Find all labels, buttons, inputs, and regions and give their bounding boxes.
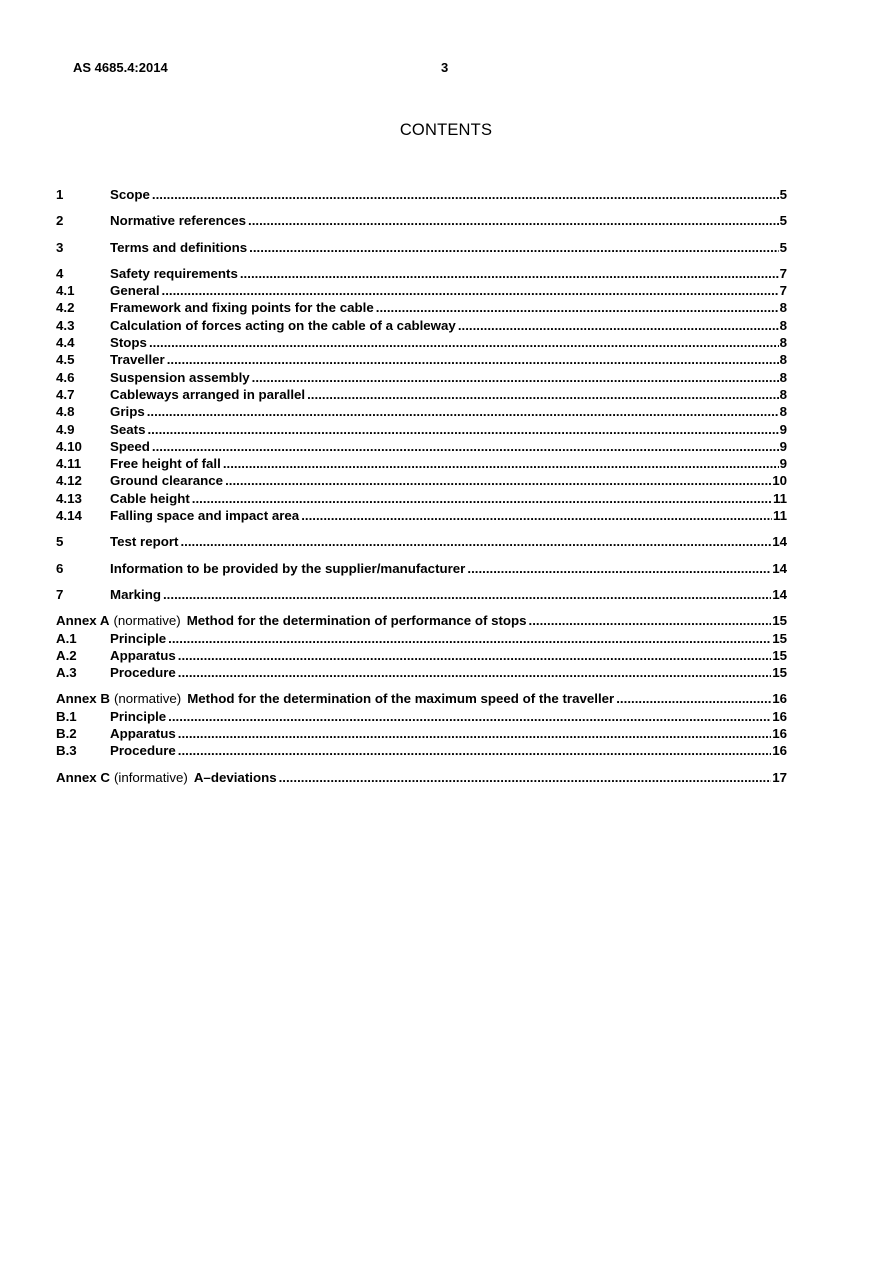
toc-entry-page: 7 — [779, 265, 787, 281]
toc-entry-number: 2 — [56, 213, 64, 229]
toc-entry[interactable] — [56, 403, 787, 420]
toc-entry-page: 16 — [772, 743, 787, 759]
toc-dot-leader — [248, 212, 779, 229]
toc-annex-type: (normative) — [113, 691, 182, 707]
toc-dot-leader — [163, 586, 771, 603]
toc-entry-number: 4 — [56, 265, 64, 281]
toc-dot-leader — [168, 708, 771, 725]
toc-entry-number: 4.7 — [56, 386, 75, 402]
toc-entry-title: Cable height — [110, 490, 190, 506]
toc-dot-leader — [252, 369, 779, 386]
toc-entry-number: 4.9 — [56, 421, 75, 437]
toc-entry[interactable] — [56, 299, 787, 316]
toc-entry-page: 17 — [772, 769, 787, 785]
toc-entry-number: 4.2 — [56, 300, 75, 316]
toc-entry-page: 15 — [772, 665, 787, 681]
toc-annex-label: Annex C — [56, 769, 110, 785]
toc-entry-title: Normative references — [110, 213, 246, 229]
toc-entry-title: Apparatus — [110, 726, 176, 742]
toc-annex-type: (informative) — [113, 769, 188, 785]
toc-entry[interactable] — [56, 472, 787, 489]
toc-entry-page: 5 — [779, 239, 787, 255]
toc-dot-leader — [529, 612, 772, 629]
toc-entry[interactable] — [56, 612, 787, 629]
toc-entry-title: Apparatus — [110, 647, 176, 663]
toc-dot-leader — [152, 438, 779, 455]
toc-entry-number: 4.14 — [56, 508, 82, 524]
table-of-contents — [56, 186, 787, 786]
toc-entry-title: Speed — [110, 438, 150, 454]
toc-entry-number: 4.12 — [56, 473, 82, 489]
toc-dot-leader — [162, 282, 779, 299]
toc-entry[interactable] — [56, 239, 787, 256]
toc-entry[interactable] — [56, 369, 787, 386]
toc-entry[interactable] — [56, 317, 787, 334]
toc-entry-title: Framework and fixing points for the cable — [110, 300, 374, 316]
toc-entry-title: Principle — [110, 708, 167, 724]
toc-entry[interactable] — [56, 351, 787, 368]
toc-entry-number: 4.6 — [56, 369, 75, 385]
toc-entry-page: 9 — [779, 421, 787, 437]
toc-entry-number: 1 — [56, 187, 64, 202]
toc-entry-title: Safety requirements — [110, 265, 238, 281]
toc-entry-page: 8 — [779, 317, 787, 333]
toc-entry-title: Calculation of forces acting on the cable of a cableway — [110, 317, 456, 333]
toc-entry-number: 4.1 — [56, 283, 75, 299]
toc-entry-number: 3 — [56, 239, 64, 255]
toc-entry-page: 8 — [779, 352, 787, 368]
toc-entry-title: Seats — [110, 421, 146, 437]
toc-entry[interactable] — [56, 664, 787, 681]
toc-entry-page: 15 — [772, 613, 787, 629]
toc-entry-number: B.1 — [56, 708, 77, 724]
toc-dot-leader — [167, 351, 779, 368]
toc-entry-number: A.1 — [56, 630, 77, 646]
toc-entry-page: 7 — [779, 283, 787, 299]
toc-entry-title: Test report — [110, 534, 179, 550]
toc-entry[interactable] — [56, 282, 787, 299]
toc-entry-page: 5 — [779, 187, 787, 202]
toc-entry-number: A.2 — [56, 647, 77, 663]
toc-dot-leader — [147, 403, 779, 420]
toc-entry-number: B.2 — [56, 726, 77, 742]
toc-entry-page: 5 — [779, 213, 787, 229]
toc-entry-page: 10 — [772, 473, 787, 489]
toc-entry-title: Marking — [110, 586, 161, 602]
toc-dot-leader — [178, 664, 771, 681]
toc-entry-number: 4.10 — [56, 438, 82, 454]
toc-entry-page: 8 — [779, 300, 787, 316]
toc-entry-title: Principle — [110, 630, 167, 646]
toc-entry-title: Terms and definitions — [110, 239, 248, 255]
toc-annex-label: Annex A — [56, 613, 110, 629]
toc-entry[interactable] — [56, 742, 787, 759]
toc-dot-leader — [225, 472, 771, 489]
toc-entry[interactable] — [56, 265, 787, 282]
toc-entry-title: Suspension assembly — [110, 369, 250, 385]
toc-entry[interactable] — [56, 490, 787, 507]
toc-entry-title: Method for the determination of performance of stops — [186, 613, 527, 629]
toc-entry-page: 9 — [779, 438, 787, 454]
toc-entry[interactable] — [56, 725, 787, 742]
toc-entry-number: 4.11 — [56, 456, 82, 472]
toc-entry-number: 4.5 — [56, 352, 75, 368]
toc-dot-leader — [178, 742, 771, 759]
toc-entry-title: Method for the determination of the maximum speed of the traveller — [187, 691, 615, 707]
toc-dot-leader — [458, 317, 779, 334]
toc-entry-page: 11 — [772, 508, 787, 524]
toc-dot-leader — [149, 334, 779, 351]
toc-entry-page: 15 — [772, 647, 787, 663]
toc-entry-number: 4.13 — [56, 490, 82, 506]
toc-entry-page: 14 — [772, 534, 787, 550]
toc-dot-leader — [192, 490, 772, 507]
toc-dot-leader — [467, 560, 771, 577]
page-number: 3 — [441, 60, 449, 75]
toc-entry-number: 4.3 — [56, 317, 75, 333]
toc-entry-title: Stops — [110, 335, 147, 351]
toc-entry-page: 16 — [772, 708, 787, 724]
toc-dot-leader — [249, 239, 778, 256]
contents-heading: CONTENTS — [399, 121, 493, 139]
toc-dot-leader — [152, 186, 779, 203]
toc-entry-page: 8 — [779, 369, 787, 385]
toc-dot-leader — [178, 725, 771, 742]
toc-entry-page: 14 — [772, 586, 787, 602]
toc-entry-page: 8 — [779, 335, 787, 351]
toc-entry-page: 16 — [772, 691, 787, 707]
toc-entry-number: 6 — [56, 560, 64, 576]
toc-entry[interactable] — [56, 455, 787, 472]
toc-entry-page: 14 — [772, 560, 787, 576]
document-id: AS 4685.4:2014 — [73, 60, 168, 75]
toc-dot-leader — [240, 265, 779, 282]
toc-dot-leader — [223, 455, 779, 472]
toc-entry-number: 4.8 — [56, 404, 75, 420]
toc-entry-title: Ground clearance — [110, 473, 224, 489]
toc-entry[interactable] — [56, 212, 787, 229]
toc-entry[interactable] — [56, 586, 787, 603]
toc-entry[interactable] — [56, 334, 787, 351]
toc-entry-title: Free height of fall — [110, 456, 221, 472]
toc-entry-number: A.3 — [56, 665, 77, 681]
toc-entry-title: Scope — [110, 187, 150, 202]
toc-entry[interactable] — [56, 647, 787, 664]
toc-entry-number: 4.4 — [56, 335, 75, 351]
toc-entry[interactable] — [56, 708, 787, 725]
toc-entry-title: Information to be provided by the supplier/manufacturer — [110, 560, 466, 576]
toc-entry-number: B.3 — [56, 743, 77, 759]
toc-dot-leader — [178, 647, 771, 664]
toc-entry[interactable] — [56, 507, 787, 524]
toc-dot-leader — [307, 386, 778, 403]
toc-entry-title: A–deviations — [193, 769, 277, 785]
toc-dot-leader — [180, 533, 771, 550]
toc-entry-page: 11 — [772, 490, 787, 506]
toc-entry[interactable] — [56, 630, 787, 647]
toc-entry[interactable] — [56, 533, 787, 550]
toc-entry-title: Grips — [110, 404, 145, 420]
toc-annex-type: (normative) — [113, 613, 181, 629]
toc-dot-leader — [168, 630, 771, 647]
toc-entry-title: Cableways arranged in parallel — [110, 386, 306, 402]
toc-entry-title: General — [110, 283, 160, 299]
toc-entry-number: 5 — [56, 534, 64, 550]
toc-entry-page: 15 — [772, 630, 787, 646]
toc-entry-page: 8 — [779, 404, 787, 420]
toc-dot-leader — [376, 299, 779, 316]
toc-entry-page: 8 — [779, 386, 787, 402]
toc-dot-leader — [147, 421, 778, 438]
toc-dot-leader — [616, 690, 771, 707]
toc-entry[interactable] — [56, 186, 787, 203]
toc-entry[interactable] — [56, 386, 787, 403]
toc-entry[interactable] — [56, 769, 787, 786]
toc-entry-title: Procedure — [110, 665, 176, 681]
toc-annex-label: Annex B — [56, 691, 110, 707]
toc-entry-number: 7 — [56, 586, 64, 602]
toc-entry-title: Procedure — [110, 743, 176, 759]
toc-entry-title: Traveller — [110, 352, 165, 368]
toc-dot-leader — [279, 769, 772, 786]
toc-entry[interactable] — [56, 690, 787, 707]
toc-entry[interactable] — [56, 438, 787, 455]
toc-entry-title: Falling space and impact area — [110, 508, 300, 524]
toc-dot-leader — [301, 507, 772, 524]
toc-entry-page: 9 — [779, 456, 787, 472]
toc-entry-page: 16 — [772, 726, 787, 742]
toc-entry[interactable] — [56, 560, 787, 577]
toc-entry[interactable] — [56, 421, 787, 438]
